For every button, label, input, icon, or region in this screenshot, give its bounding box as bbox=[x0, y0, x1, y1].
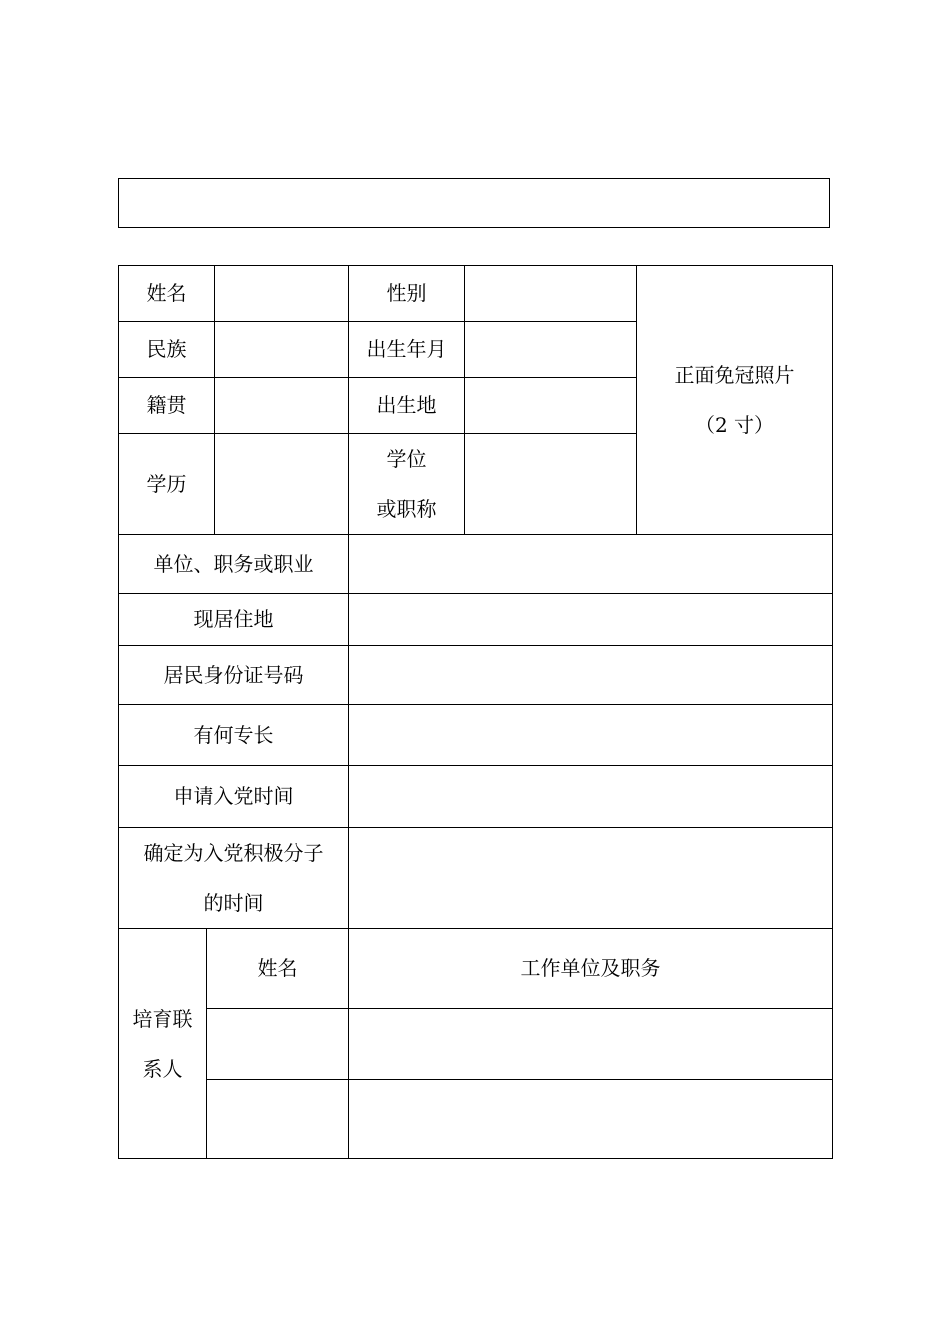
contact-job-header: 工作单位及职务 bbox=[349, 929, 833, 1009]
value-residence[interactable] bbox=[349, 594, 833, 646]
value-activist-time[interactable] bbox=[349, 828, 833, 929]
row-specialty bbox=[119, 705, 833, 766]
value-contact-1-name[interactable] bbox=[207, 1009, 349, 1080]
row-residence bbox=[119, 594, 833, 646]
label-activist-time-line2: 的时间 bbox=[203, 891, 264, 915]
value-education[interactable] bbox=[215, 434, 349, 535]
row-id-number bbox=[119, 646, 833, 705]
value-degree[interactable] bbox=[465, 434, 637, 535]
value-contact-1-job[interactable] bbox=[349, 1009, 833, 1080]
row-name-gender bbox=[119, 266, 833, 322]
value-id-number[interactable] bbox=[349, 646, 833, 705]
photo-area bbox=[637, 266, 833, 535]
row-contact-2 bbox=[119, 1080, 833, 1159]
value-ethnicity[interactable] bbox=[215, 322, 349, 378]
value-application-time[interactable] bbox=[349, 766, 833, 828]
label-degree bbox=[349, 434, 465, 535]
label-ethnicity: 民族 bbox=[119, 322, 215, 378]
label-activist-time bbox=[119, 828, 349, 929]
label-name: 姓名 bbox=[119, 266, 215, 322]
label-degree-line2: 或职称 bbox=[376, 497, 437, 521]
value-name[interactable] bbox=[215, 266, 349, 322]
photo-label: 正面免冠照片 bbox=[674, 363, 795, 387]
photo-size-label: （2 寸） bbox=[694, 413, 775, 437]
header-box bbox=[118, 178, 830, 228]
label-id-number: 居民身份证号码 bbox=[119, 646, 349, 705]
row-activist-time bbox=[119, 828, 833, 929]
row-application-time bbox=[119, 766, 833, 828]
value-birth-date[interactable] bbox=[465, 322, 637, 378]
label-activist-time-line1: 确定为入党积极分子 bbox=[143, 841, 324, 865]
label-degree-line1: 学位 bbox=[386, 447, 427, 471]
label-birth-date: 出生年月 bbox=[349, 322, 465, 378]
value-work-unit[interactable] bbox=[349, 535, 833, 594]
value-native-place[interactable] bbox=[215, 378, 349, 434]
application-form-table bbox=[118, 265, 833, 1159]
value-birthplace[interactable] bbox=[465, 378, 637, 434]
label-contact bbox=[119, 929, 207, 1159]
label-gender: 性别 bbox=[349, 266, 465, 322]
label-contact-line1: 培育联 bbox=[132, 1006, 193, 1031]
label-contact-line2: 系人 bbox=[142, 1056, 183, 1081]
row-contact-1 bbox=[119, 1009, 833, 1080]
label-application-time: 申请入党时间 bbox=[119, 766, 349, 828]
label-work-unit: 单位、职务或职业 bbox=[119, 535, 349, 594]
value-gender[interactable] bbox=[465, 266, 637, 322]
label-education: 学历 bbox=[119, 434, 215, 535]
value-contact-2-job[interactable] bbox=[349, 1080, 833, 1159]
label-birthplace: 出生地 bbox=[349, 378, 465, 434]
label-residence: 现居住地 bbox=[119, 594, 349, 646]
label-specialty: 有何专长 bbox=[119, 705, 349, 766]
value-specialty[interactable] bbox=[349, 705, 833, 766]
label-native-place: 籍贯 bbox=[119, 378, 215, 434]
row-contact-header bbox=[119, 929, 833, 1009]
row-work-unit bbox=[119, 535, 833, 594]
value-contact-2-name[interactable] bbox=[207, 1080, 349, 1159]
contact-name-header: 姓名 bbox=[207, 929, 349, 1009]
